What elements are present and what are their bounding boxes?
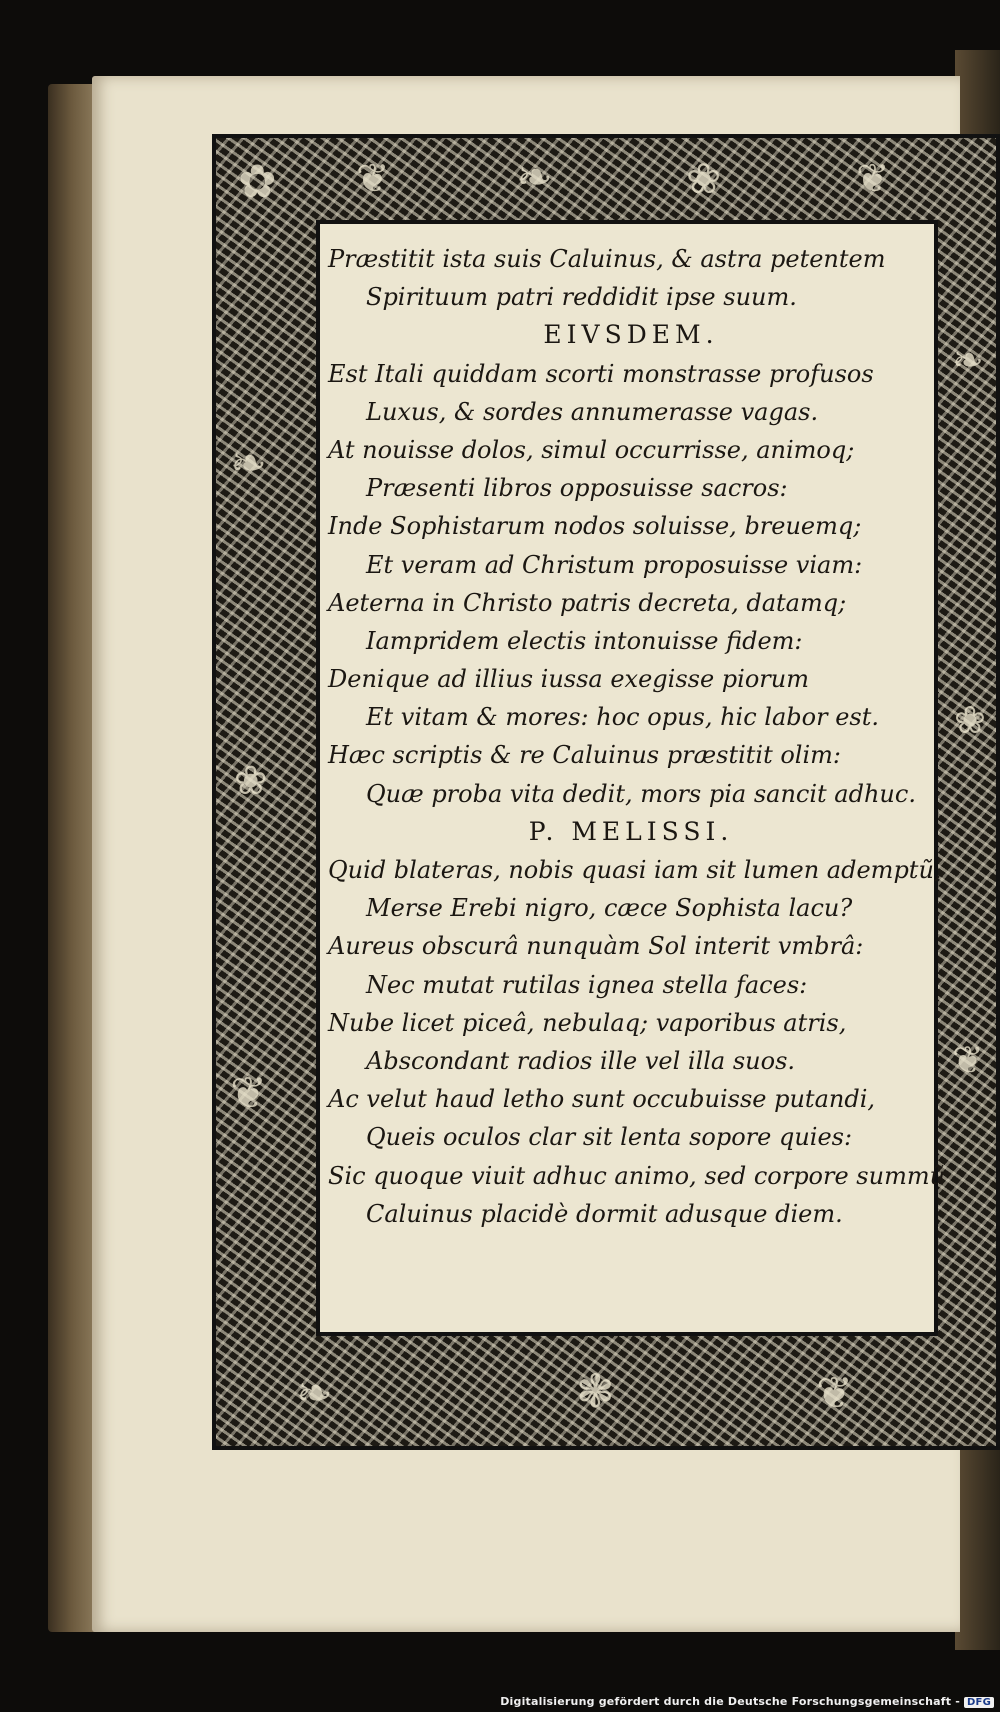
animal-ornament-icon: ❃ bbox=[576, 1364, 615, 1418]
section-heading: EIVSDEM. bbox=[543, 320, 719, 350]
leaf-ornament-icon: ❧ bbox=[516, 152, 553, 203]
leaf-ornament-icon: ❦ bbox=[356, 156, 390, 202]
leaf-ornament-icon: ❧ bbox=[296, 1368, 333, 1419]
poem-line: Quæ proba vita dedit, mors pia sancit adhuc. bbox=[366, 779, 916, 808]
poem-line: Luxus, & sordes annumerasse vagas. bbox=[366, 397, 819, 426]
poem-line: Sic quoque viuit adhuc animo, sed corpore summũ bbox=[328, 1161, 946, 1190]
poem-line: Præsenti libros opposuisse sacros: bbox=[366, 474, 788, 503]
leaf-ornament-icon: ❦ bbox=[230, 1068, 267, 1119]
flower-ornament-icon: ❀ bbox=[954, 698, 986, 742]
poem-line: Inde Sophistarum nodos soluisse, breuemq; bbox=[328, 512, 862, 541]
flower-ornament-icon: ❀ bbox=[234, 758, 268, 804]
poem-line: Spirituum patri reddidit ipse suum. bbox=[366, 283, 797, 312]
poem-line: Merse Erebi nigro, cæce Sophista lacu? bbox=[366, 894, 853, 923]
leaf-ornament-icon: ❦ bbox=[856, 156, 890, 202]
digitization-credit bbox=[500, 1695, 994, 1708]
poem-line: Et veram ad Christum proposuisse viam: bbox=[366, 550, 863, 579]
leaf-ornament-icon: ❧ bbox=[230, 438, 267, 489]
flower-ornament-icon: ❀ bbox=[686, 154, 722, 203]
poem-line: Nec mutat rutilas ignea stella faces: bbox=[366, 970, 808, 999]
poem-line: Queis oculos clar sit lenta sopore quies: bbox=[366, 1123, 853, 1152]
leaf-ornament-icon: ❦ bbox=[816, 1368, 853, 1419]
poem-line: Est Itali quiddam scorti monstrasse profusos bbox=[328, 359, 874, 388]
poem-line: Aureus obscurâ nunquàm Sol interit vmbrâ: bbox=[328, 932, 864, 961]
poem-line: Hæc scriptis & re Caluinus præstitit olim: bbox=[328, 741, 841, 770]
poem-line: Caluinus placidè dormit adusque diem. bbox=[366, 1199, 843, 1228]
poem-line: Denique ad illius iussa exegisse piorum bbox=[328, 665, 809, 694]
poem-text bbox=[328, 240, 946, 1233]
dfg-logo: DFG bbox=[964, 1697, 994, 1708]
poem-line: At nouisse dolos, simul occurrisse, animoq; bbox=[328, 435, 855, 464]
poem-line: Et vitam & mores: hoc opus, hic labor est. bbox=[366, 703, 879, 732]
poem-line: Quid blateras, nobis quasi iam sit lumen ademptũ, bbox=[328, 856, 942, 884]
section-heading: P. MELISSI. bbox=[528, 816, 734, 846]
leaf-ornament-icon: ❦ bbox=[952, 1038, 984, 1082]
poem-line: Ac velut haud letho sunt occubuisse putandi, bbox=[328, 1085, 875, 1114]
poem-line: Aeterna in Christo patris decreta, datamq; bbox=[328, 588, 847, 617]
poem-line: Iampridem electis intonuisse fidem: bbox=[366, 626, 803, 655]
rose-ornament-icon: ✿ bbox=[238, 154, 277, 208]
leaf-ornament-icon: ❧ bbox=[952, 338, 984, 382]
credit-text: Digitalisierung gefördert durch die Deutsche Forschungsgemeinschaft - bbox=[500, 1695, 961, 1708]
poem-line: Præstitit ista suis Caluinus, & astra petentem bbox=[328, 245, 886, 273]
poem-line: Nube licet piceâ, nebulaq; vaporibus atris, bbox=[328, 1008, 847, 1037]
poem-line: Abscondant radios ille vel illa suos. bbox=[366, 1046, 796, 1075]
